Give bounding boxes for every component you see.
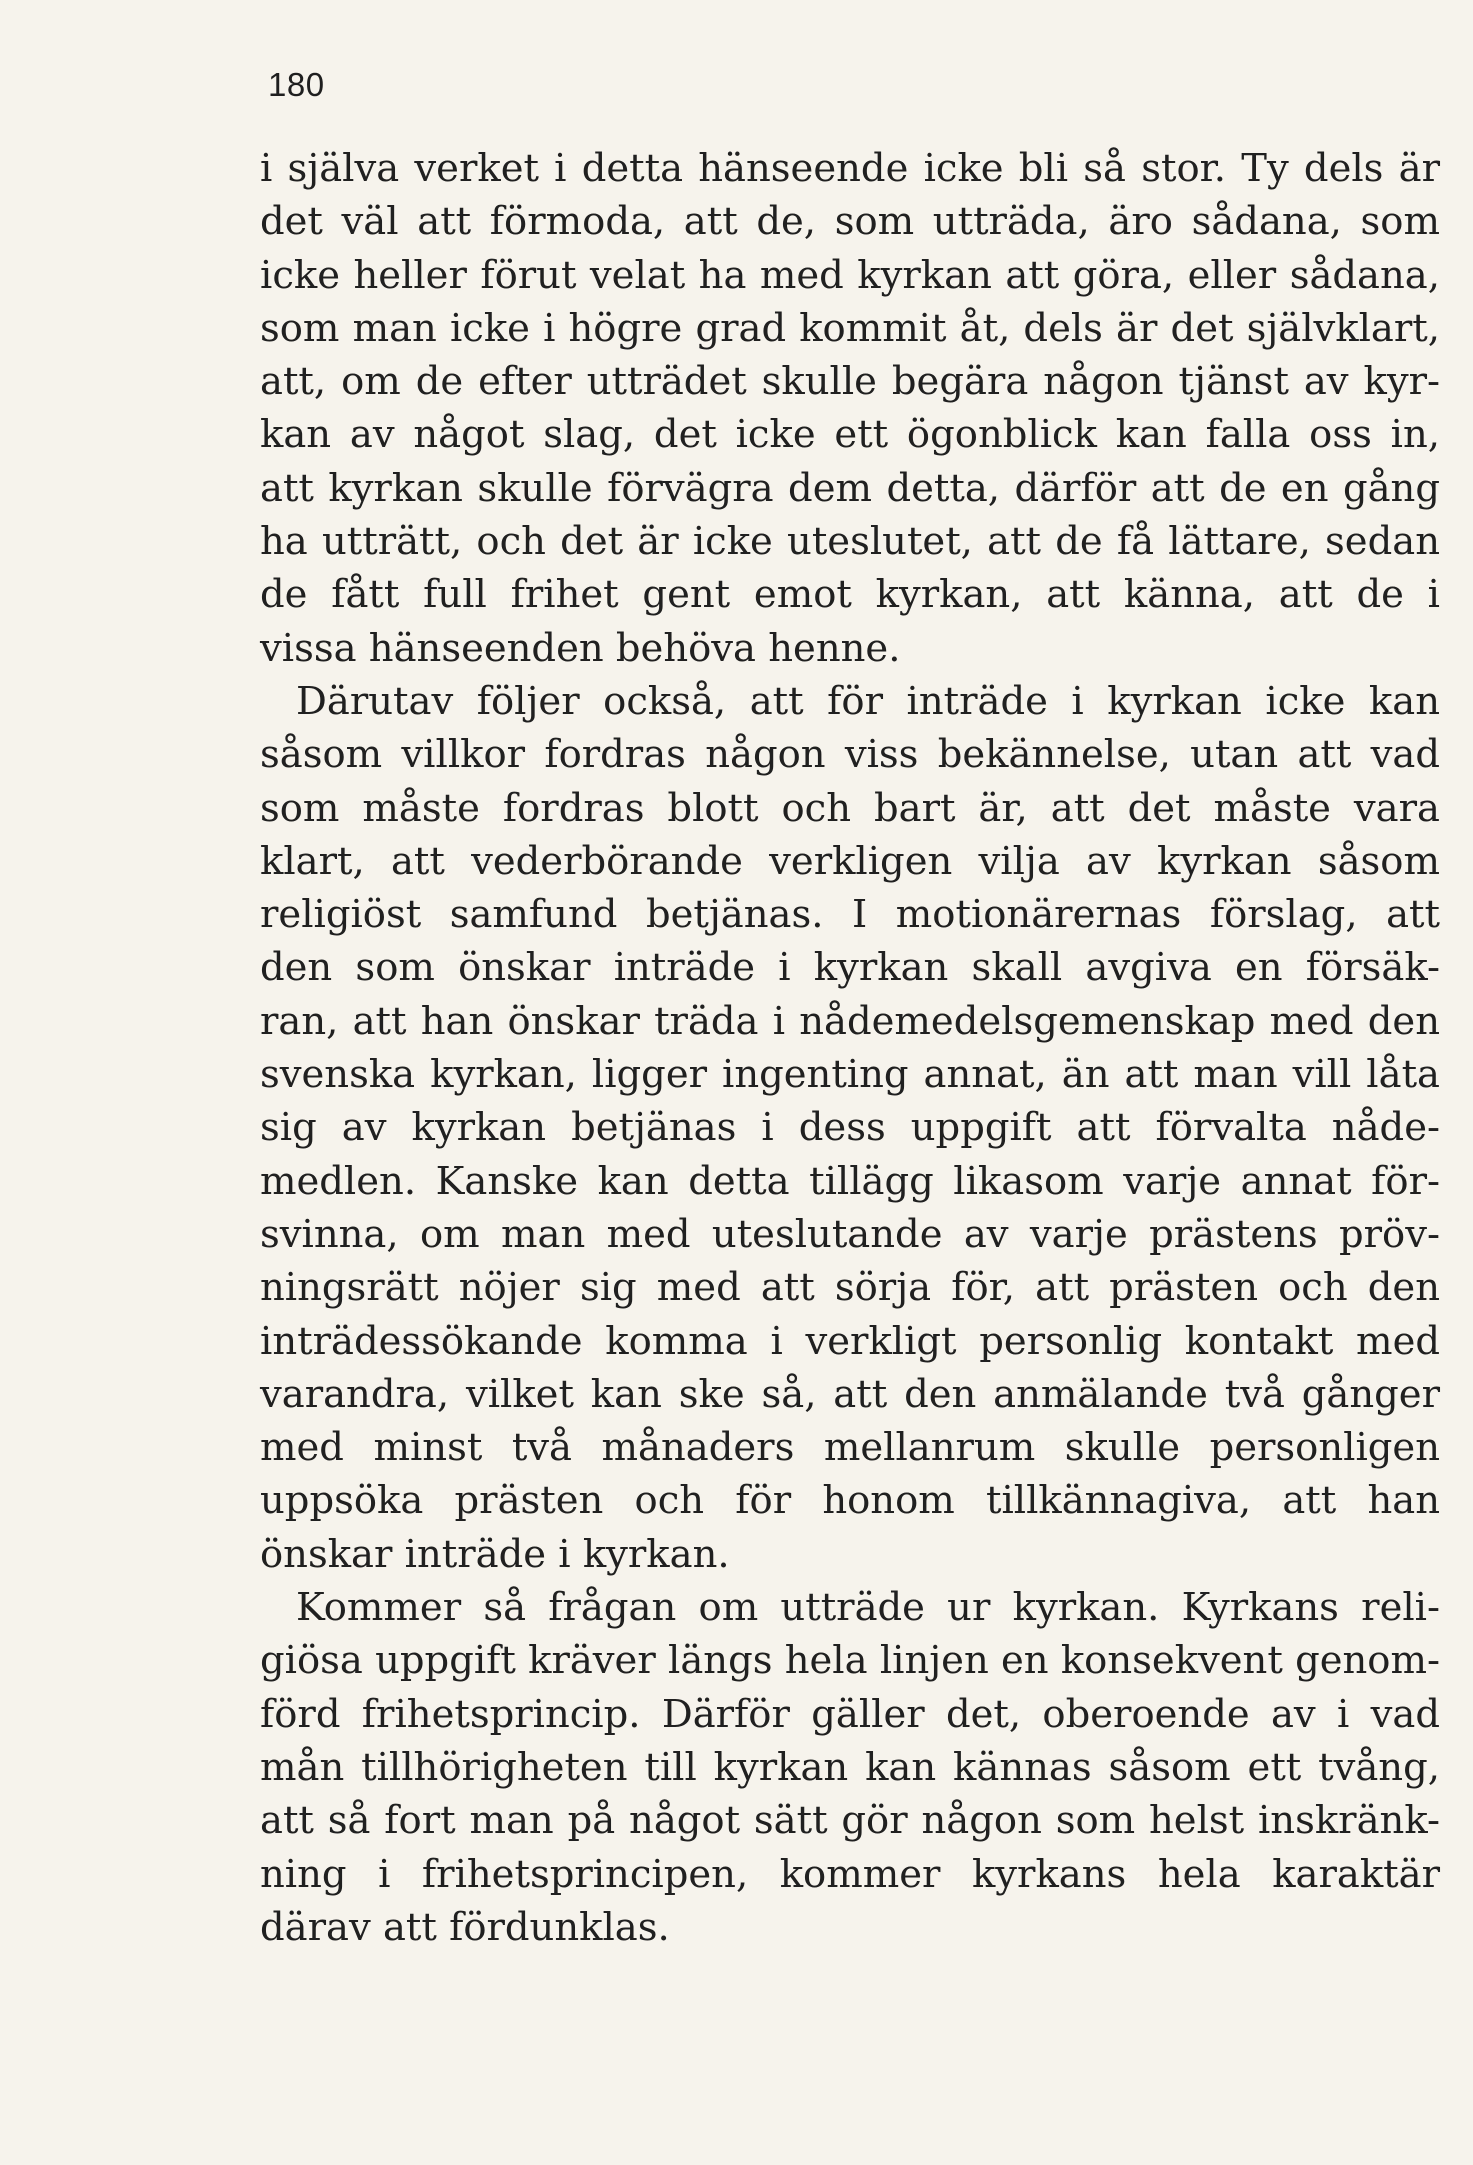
text-line: ha utträtt, och det är icke uteslutet, att de få lättare, sedan xyxy=(260,519,1440,565)
text-line: att, om de efter utträdet skulle begära någon tjänst av kyr- xyxy=(260,359,1440,405)
text-line: därav att fördunklas. xyxy=(260,1904,670,1950)
text-line: Därutav följer också, att för inträde i kyrkan icke kan xyxy=(296,678,1440,724)
text-line: det väl att förmoda, att de, som utträda, äro sådana, som xyxy=(260,199,1440,245)
text-line: önskar inträde i kyrkan. xyxy=(260,1531,730,1577)
body-text xyxy=(260,142,1440,1954)
text-line: svenska kyrkan, ligger ingenting annat, än att man vill låta xyxy=(260,1052,1440,1098)
text-line: icke heller förut velat ha med kyrkan att göra, eller sådana, xyxy=(260,252,1440,298)
text-line: att så fort man på något sätt gör någon som helst inskränk- xyxy=(260,1798,1440,1844)
text-line: kan av något slag, det icke ett ögonblick kan falla oss in, xyxy=(260,412,1440,458)
text-line: den som önskar inträde i kyrkan skall avgiva en försäk- xyxy=(260,945,1440,991)
text-line: de fått full frihet gent emot kyrkan, att känna, att de i xyxy=(260,572,1440,618)
text-line: uppsöka prästen och för honom tillkännagiva, att han xyxy=(260,1478,1440,1524)
text-line: medlen. Kanske kan detta tillägg likasom varje annat för- xyxy=(260,1158,1440,1204)
text-line: i själva verket i detta hänseende icke bli så stor. Ty dels är xyxy=(260,146,1440,191)
text-line: ningsrätt nöjer sig med att sörja för, att prästen och den xyxy=(260,1265,1440,1311)
text-line: såsom villkor fordras någon viss bekännelse, utan att vad xyxy=(260,732,1440,778)
text-line: svinna, om man med uteslutande av varje prästens pröv- xyxy=(260,1211,1440,1257)
text-line: som man icke i högre grad kommit åt, dels är det självklart, xyxy=(260,305,1440,351)
text-line: ning i frihetsprincipen, kommer kyrkans hela karaktär xyxy=(260,1851,1440,1897)
text-line: inträdessökande komma i verkligt personlig kontakt med xyxy=(260,1318,1440,1364)
text-line: varandra, vilket kan ske så, att den anmälande två gånger xyxy=(260,1371,1440,1417)
text-line: som måste fordras blott och bart är, att det måste vara xyxy=(260,785,1440,831)
text-line: mån tillhörigheten till kyrkan kan kännas såsom ett tvång, xyxy=(260,1744,1440,1790)
text-line: Kommer så frågan om utträde ur kyrkan. Kyrkans reli- xyxy=(296,1585,1440,1631)
text-line: ran, att han önskar träda i nådemedelsgemenskap med den xyxy=(260,998,1440,1044)
page-number: 180 xyxy=(268,66,325,103)
text-line: vissa hänseenden behöva henne. xyxy=(260,625,901,671)
text-line: att kyrkan skulle förvägra dem detta, därför att de en gång xyxy=(260,465,1440,511)
text-line: klart, att vederbörande verkligen vilja av kyrkan såsom xyxy=(260,838,1440,884)
text-line: med minst två månaders mellanrum skulle personligen xyxy=(260,1425,1440,1471)
text-line: religiöst samfund betjänas. I motionärernas förslag, att xyxy=(260,892,1440,938)
text-line: sig av kyrkan betjänas i dess uppgift att förvalta nåde- xyxy=(260,1105,1440,1151)
text-line: förd frihetsprincip. Därför gäller det, oberoende av i vad xyxy=(260,1691,1440,1737)
text-line: giösa uppgift kräver längs hela linjen en konsekvent genom- xyxy=(260,1638,1440,1684)
